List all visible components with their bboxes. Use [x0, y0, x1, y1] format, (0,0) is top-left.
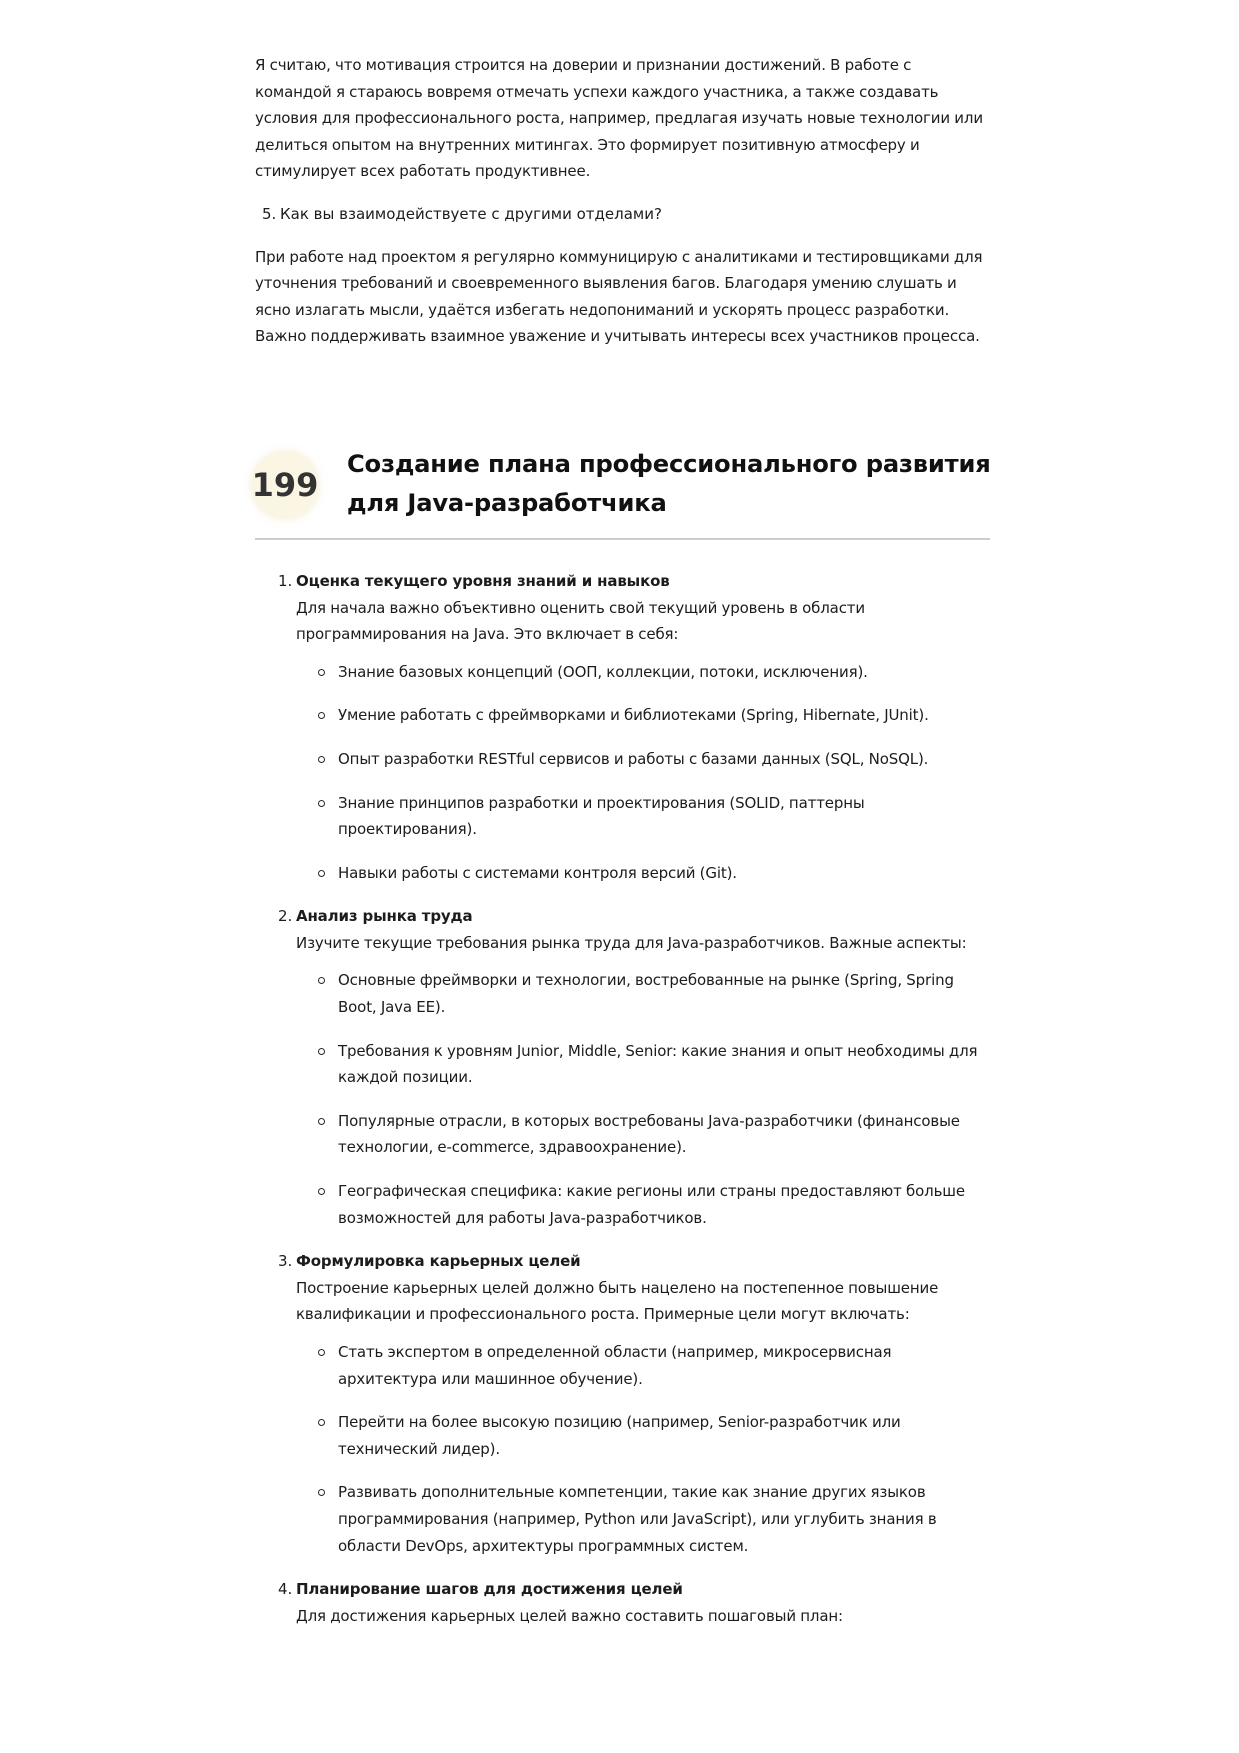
section-intro: Для начала важно объективно оценить свой текущий уровень в области программирования на Java. Это включает в себя: [296, 598, 865, 644]
intro-paragraph-departments: При работе над проектом я регулярно коммуницирую с аналитиками и тестировщиками для уточнения требований и своевременного выявления багов. Благодаря умению слушать и ясно излагать мысли, удаётся избегать недопониманий и ускорять процесс разработки. Важно поддерживать взаимное уважение и учитывать интересы всех участников процесса. [255, 247, 983, 346]
bullet-item [296, 1409, 990, 1462]
bullet-text: Развивать дополнительные компетенции, такие как знание других языков программирования (например, Python или JavaScript), или углубить знания в области DevOps, архитектуры программных систем. [338, 1483, 937, 1555]
section-title: Формулировка карьерных целей [296, 1252, 581, 1271]
bullet-list [296, 1339, 990, 1559]
bullet-circle-icon [318, 756, 325, 763]
chapter-title: Создание плана профессионального развития для Java-разработчика [347, 449, 991, 517]
bullet-circle-icon [318, 1048, 325, 1055]
bullet-text: Основные фреймворки и технологии, востребованные на рынке (Spring, Spring Boot, Java EE). [338, 971, 954, 1017]
bullet-item [296, 659, 990, 686]
section-item [255, 903, 990, 1231]
bullet-text: Знание принципов разработки и проектирования (SOLID, паттерны проектирования). [338, 793, 865, 839]
bullet-text: Популярные отрасли, в которых востребованы Java-разработчики (финансовые технологии, e-commerce, здравоохранение). [338, 1111, 960, 1157]
section-item [255, 1248, 990, 1559]
bullet-item [296, 1038, 990, 1091]
bullet-item [296, 1178, 990, 1231]
document-page [251, 52, 991, 1639]
bullet-list [296, 659, 990, 887]
section-number: 2. [278, 907, 293, 926]
question-number: 5. [262, 204, 277, 223]
bullet-text: Опыт разработки RESTful сервисов и работы с базами данных (SQL, NoSQL). [338, 749, 929, 768]
sections-list [255, 568, 990, 1629]
section-item [255, 568, 990, 886]
bullet-item [296, 1339, 990, 1392]
question-text: Как вы взаимодействуете с другими отделами? [280, 204, 662, 223]
bullet-item [296, 1108, 990, 1161]
bullet-text: Географическая специфика: какие регионы или страны предоставляют больше возможностей для работы Java-разработчиков. [338, 1182, 965, 1227]
bullet-circle-icon [318, 1349, 325, 1356]
section-title: Оценка текущего уровня знаний и навыков [296, 571, 670, 590]
bullet-text: Знание базовых концепций (ООП, коллекции, потоки, исключения). [338, 662, 868, 681]
bullet-item [296, 746, 990, 773]
section-title: Анализ рынка труда [296, 907, 473, 926]
section-item [255, 1576, 990, 1629]
question-item [255, 201, 990, 228]
bullet-circle-icon [318, 712, 325, 719]
bullet-circle-icon [318, 1419, 325, 1426]
bullet-circle-icon [318, 1118, 325, 1125]
section-intro: Построение карьерных целей должно быть нацелено на постепенное повышение квалификации и профессионального роста. Примерные цели могут включать: [296, 1278, 939, 1324]
chapter-number-badge: 199 [253, 453, 317, 517]
section-number: 1. [278, 571, 293, 590]
bullet-circle-icon [318, 669, 325, 676]
section-number: 4. [278, 1580, 293, 1599]
bullet-circle-icon [318, 1489, 325, 1496]
bullet-circle-icon [318, 870, 325, 877]
bullet-text: Умение работать с фреймворками и библиотеками (Spring, Hibernate, JUnit). [338, 706, 929, 725]
bullet-circle-icon [318, 977, 325, 984]
bullet-text: Перейти на более высокую позицию (например, Senior-разработчик или технический лидер). [338, 1413, 901, 1458]
bullet-item [296, 860, 990, 887]
section-intro: Изучите текущие требования рынка труда для Java-разработчиков. Важные аспекты: [296, 933, 967, 952]
bullet-text: Требования к уровням Junior, Middle, Senior: какие знания и опыт необходимы для каждой позиции. [338, 1041, 978, 1087]
section-title: Планирование шагов для достижения целей [296, 1580, 683, 1599]
bullet-item [296, 967, 990, 1020]
section-intro: Для достижения карьерных целей важно составить пошаговый план: [296, 1606, 843, 1625]
bullet-list [296, 967, 990, 1231]
bullet-item [296, 790, 990, 843]
bullet-text: Навыки работы с системами контроля версий (Git). [338, 863, 737, 882]
intro-paragraph-motivation: Я считаю, что мотивация строится на доверии и признании достижений. В работе с командой я стараюсь вовремя отмечать успехи каждого участника, а также создавать условия для профессионального роста, например, предлагая изучать новые технологии или делиться опытом на внутренних митингах. Это формирует позитивную атмосферу и стимулирует всех работать продуктивнее. [255, 56, 983, 181]
section-number: 3. [278, 1252, 293, 1271]
chapter-header [251, 449, 991, 540]
bullet-circle-icon [318, 800, 325, 807]
bullet-item [296, 702, 990, 729]
bullet-item [296, 1479, 990, 1559]
bullet-text: Стать экспертом в определенной области (например, микросервисная архитектура или машинное обучение). [338, 1343, 892, 1388]
bullet-circle-icon [318, 1188, 325, 1195]
